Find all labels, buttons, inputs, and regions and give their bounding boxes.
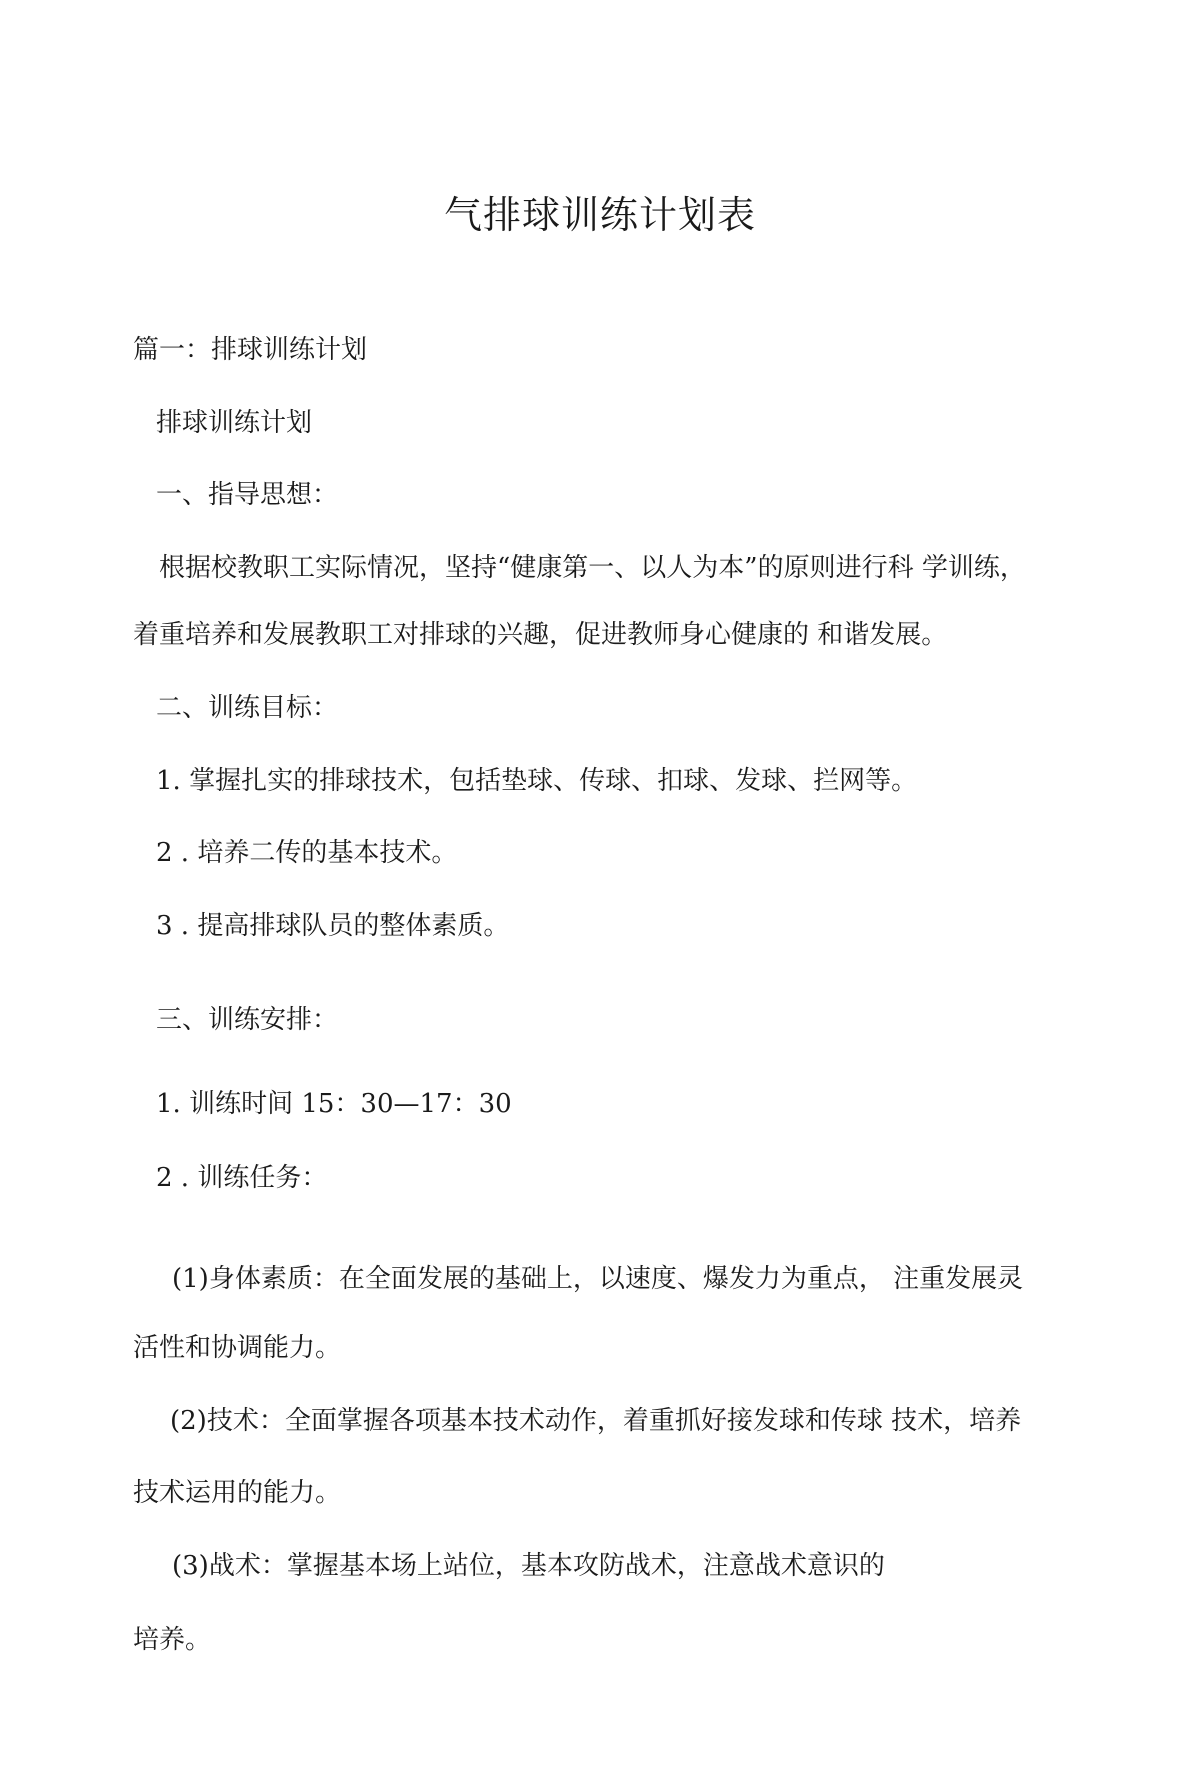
paragraph-line: 技术运用的能力。 xyxy=(133,1478,342,1508)
paragraph-line: (3)战术：掌握基本场上站位，基本攻防战术，注意战术意识的 xyxy=(172,1551,885,1581)
paragraph-line: 培养。 xyxy=(133,1625,212,1655)
list-item: 1. 掌握扎实的排球技术，包括垫球、传球、扣球、发球、拦网等。 xyxy=(156,766,918,796)
paragraph-line: 根据校教职工实际情况，坚持“健康第一、以人为本”的原则进行科 学训练， xyxy=(159,553,1026,583)
paragraph-line: 着重培养和发展教职工对排球的兴趣，促进教师身心健康的 和谐发展。 xyxy=(133,620,948,650)
list-item: 2 . 培养二传的基本技术。 xyxy=(156,838,458,868)
section-heading-training-schedule: 三、训练安排： xyxy=(156,1005,339,1035)
section-heading-guiding-ideology: 一、指导思想： xyxy=(156,480,339,510)
list-item: 2 . 训练任务： xyxy=(156,1163,328,1193)
section-heading-training-goals: 二、训练目标： xyxy=(156,693,339,723)
list-item: 1. 训练时间 15：30—17：30 xyxy=(156,1089,512,1119)
part-heading: 篇一：排球训练计划 xyxy=(133,335,368,365)
document-title: 气排球训练计划表 xyxy=(443,193,756,237)
paragraph-line: (2)技术：全面掌握各项基本技术动作，着重抓好接发球和传球 技术，培养 xyxy=(170,1406,1022,1436)
document-subtitle: 排球训练计划 xyxy=(156,408,313,438)
paragraph-line: (1)身体素质：在全面发展的基础上，以速度、爆发力为重点， 注重发展灵 xyxy=(172,1264,1024,1294)
paragraph-line: 活性和协调能力。 xyxy=(133,1333,342,1363)
list-item: 3 . 提高排球队员的整体素质。 xyxy=(156,911,510,941)
